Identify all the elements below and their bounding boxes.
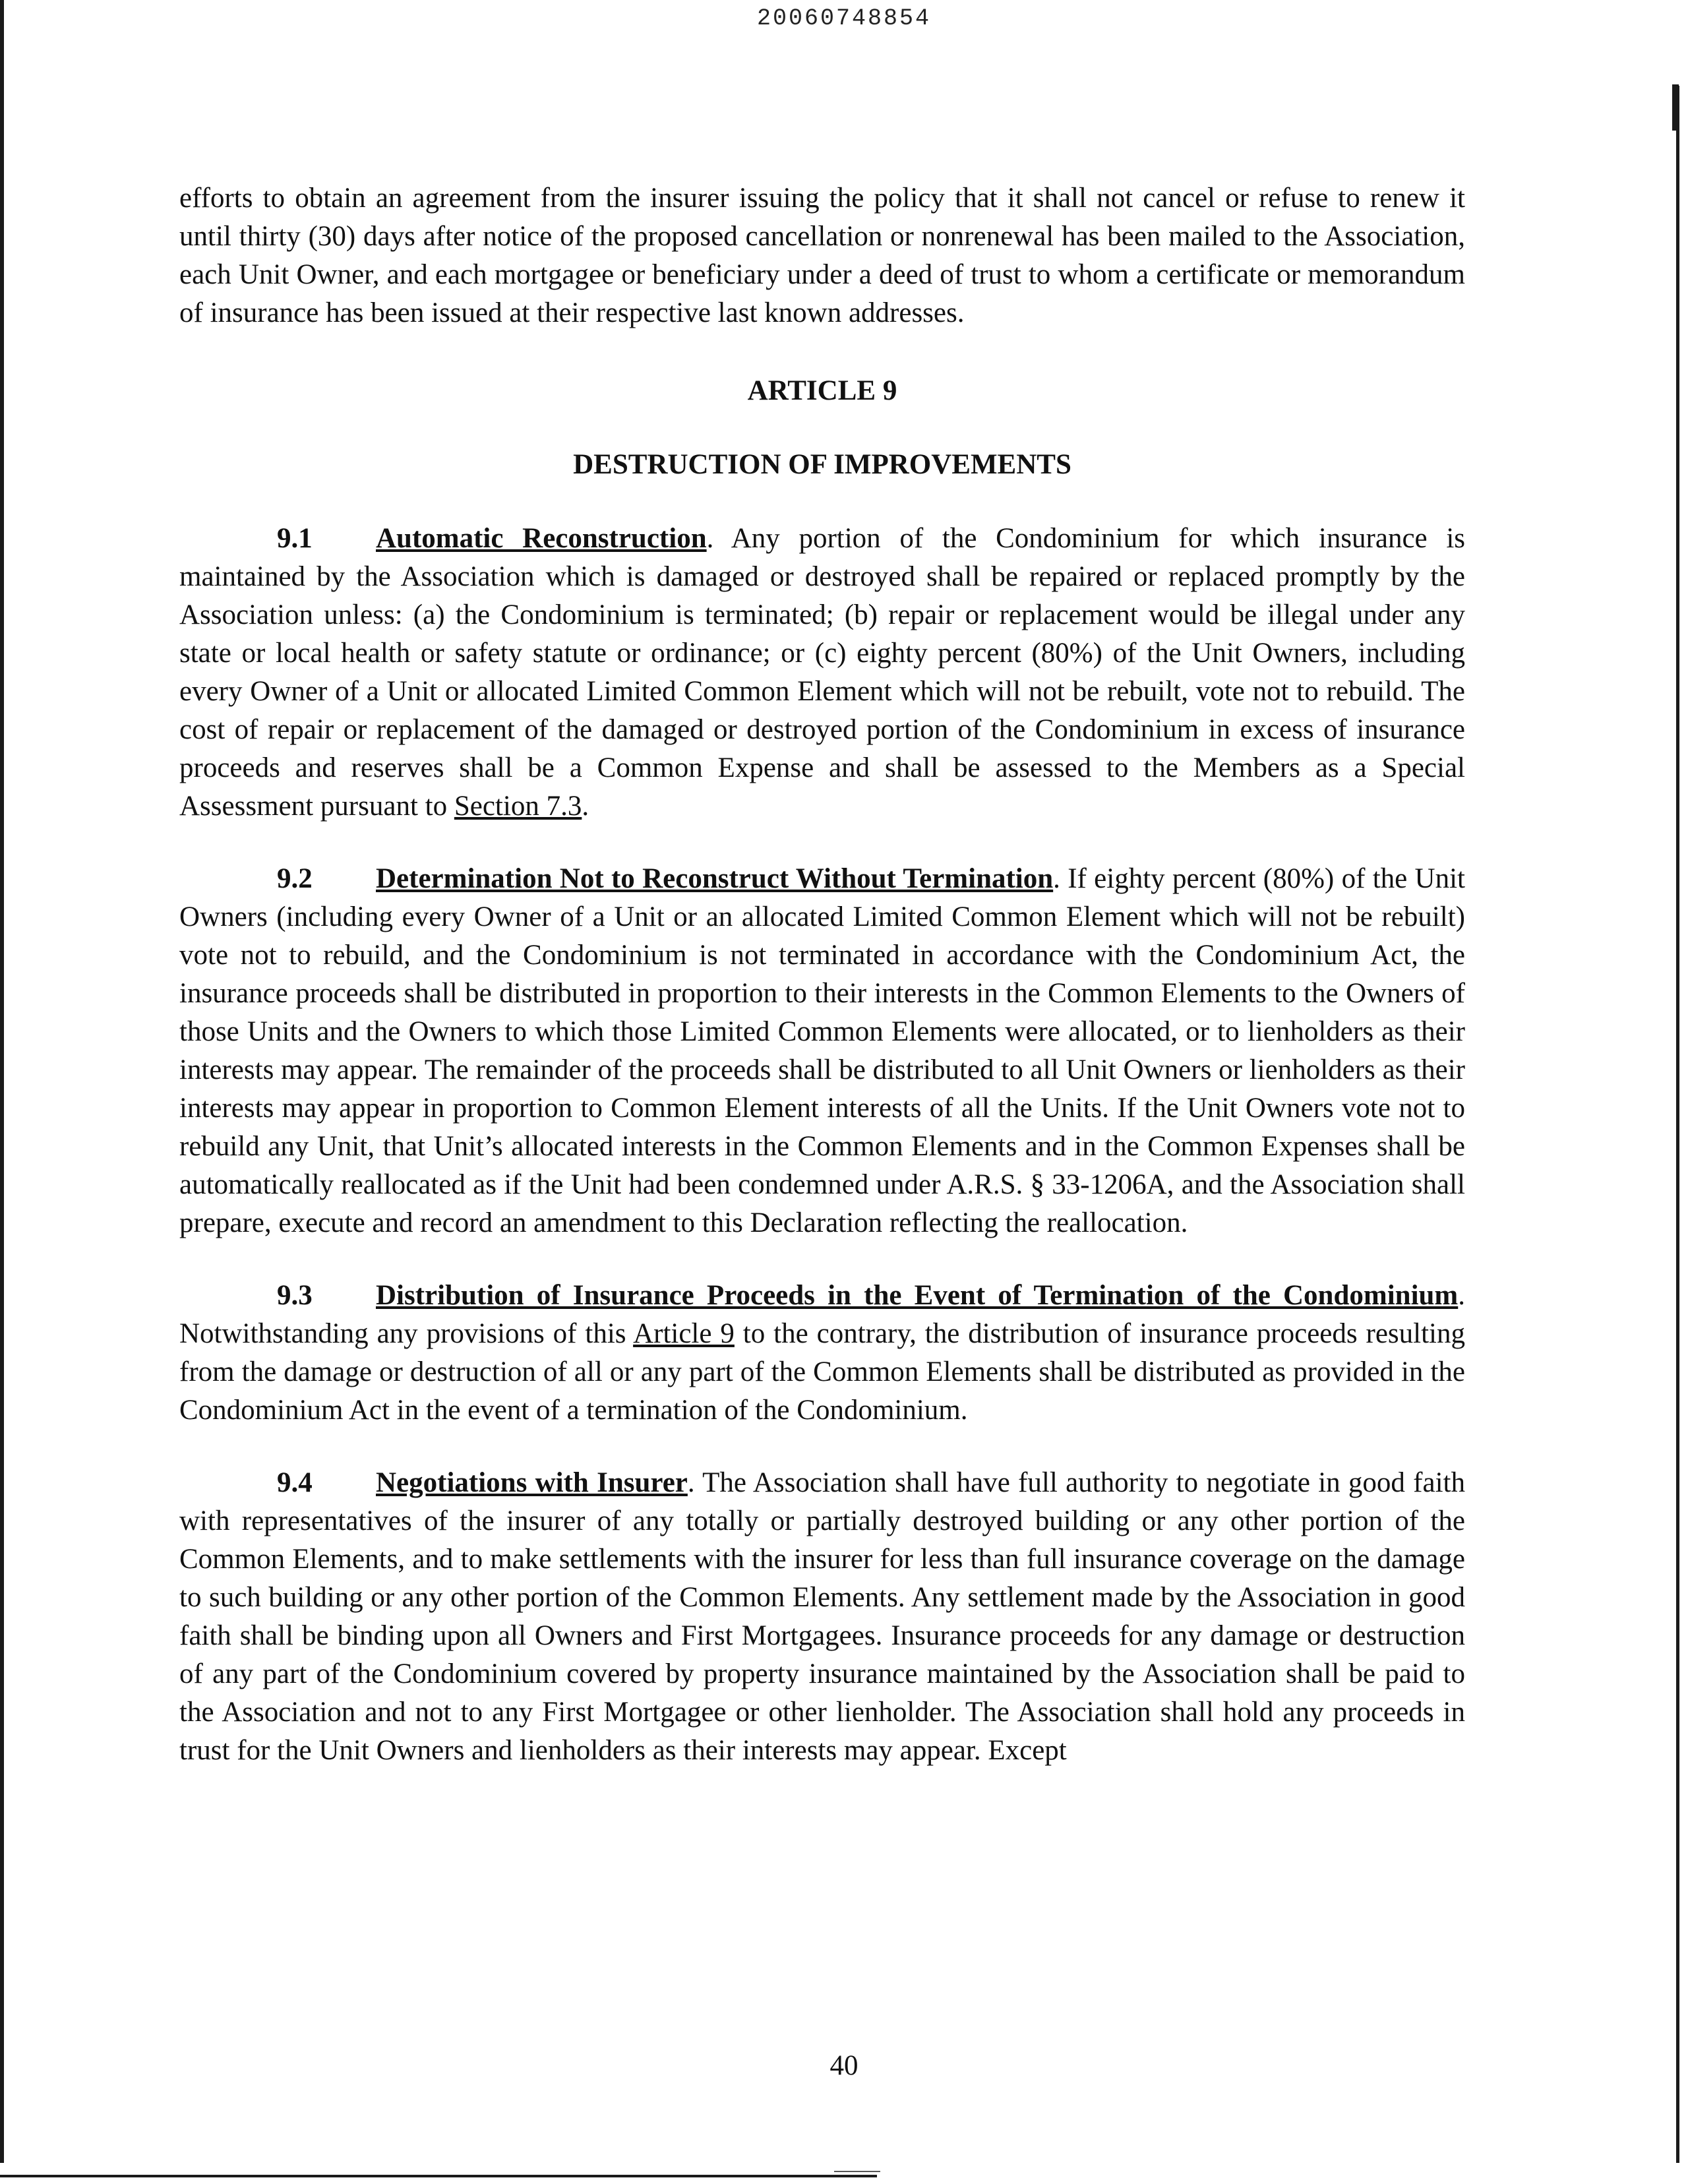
article-title: DESTRUCTION OF IMPROVEMENTS — [573, 449, 1071, 480]
section-text-end: to the contrary, the distribution of insurance proceeds resulting from the damage or destruction of all or any part of the Common Elements shall be distributed as provided in the Condominium Act in the event of a termination of the Condominium. — [179, 1318, 1465, 1426]
cross-reference-link[interactable]: Article 9 — [633, 1318, 735, 1349]
section-number: 9.4 — [277, 1467, 313, 1498]
section-9-2 — [179, 860, 1465, 1242]
bottom-scan-dash — [834, 2171, 880, 2172]
section-text: . Notwithstanding any provisions of this — [179, 1280, 1465, 1349]
section-text: . The Association shall have full authority to negotiate in good faith with representatives of the insurer of any totally or partially destroyed building or any other portion of the Common Elements, and to make settlements with the insurer for less than full insurance coverage on the damage to such building or any other portion of the Common Elements. Any settlement made by the Association in good faith shall be binding upon all Owners and First Mortgagees. Insurance proceeds for any damage or destruction of any part of the Condominium covered by property insurance maintained by the Association shall be paid to the Association and not to any First Mortgagee or other lienholder. The Association shall hold any proceeds in trust for the Unit Owners and lienholders as their interests may appear. Except — [179, 1467, 1465, 1766]
section-text-end: . — [582, 791, 589, 822]
carryover-paragraph: efforts to obtain an agreement from the insurer issuing the policy that it shall not cancel or refuse to renew it until thirty (30) days after notice of the proposed cancellation or nonrenewal has been mailed to the Association, each Unit Owner, and each mortgagee or beneficiary under a deed of trust to whom a certificate or memorandum of insurance has been issued at their respective last known addresses. — [179, 183, 1465, 328]
section-title: Automatic Reconstruction — [376, 523, 707, 554]
cross-reference-link[interactable]: Section 7.3 — [454, 791, 582, 822]
section-number: 9.2 — [277, 863, 313, 894]
section-9-3 — [179, 1277, 1465, 1430]
section-title: Negotiations with Insurer — [376, 1467, 688, 1498]
page-number: 40 — [829, 2050, 859, 2081]
section-9-1 — [179, 520, 1465, 826]
left-scan-border — [0, 0, 4, 2163]
page-body — [179, 179, 1465, 1770]
document-number: 20060748854 — [756, 5, 932, 32]
article-heading: ARTICLE 9 — [747, 375, 897, 406]
bottom-scan-border — [0, 2175, 877, 2177]
right-scan-border — [1676, 86, 1679, 2163]
section-text: . Any portion of the Condominium for which insurance is maintained by the Association which is damaged or destroyed shall be repaired or replaced promptly by the Association unless: (a) the Condominium is terminated; (b) repair or replacement would be illegal under any state or local health or safety statute or ordinance; or (c) eighty percent (80%) of the Unit Owners, including every Owner of a Unit or allocated Limited Common Element which will not be rebuilt, vote not to rebuild. The cost of repair or replacement of the damaged or destroyed portion of the Condominium in excess of insurance proceeds and reserves shall be a Common Expense and shall be assessed to the Members as a Special Assessment pursuant to — [179, 523, 1466, 822]
section-number: 9.3 — [277, 1280, 313, 1311]
section-title: Distribution of Insurance Proceeds in the Event of Termination of the Condominium — [376, 1280, 1459, 1311]
section-number: 9.1 — [277, 523, 313, 554]
section-title: Determination Not to Reconstruct Without Termination — [376, 863, 1054, 894]
section-text: . If eighty percent (80%) of the Unit Owners (including every Owner of a Unit or an allocated Limited Common Element which will not be rebuilt) vote not to rebuild, and the Condominium is not terminated in accordance with the Condominium Act, the insurance proceeds shall be distributed in proportion to their interests in the Common Elements to the Owners of those Units and the Owners to which those Limited Common Elements were allocated, or to lienholders as their interests may appear. The remainder of the proceeds shall be distributed to all Unit Owners or lienholders as their interests may appear in proportion to Common Element interests of all the Units. If the Unit Owners vote not to rebuild any Unit, that Unit’s allocated interests in the Common Elements and in the Common Expenses shall be automatically reallocated as if the Unit had been condemned under A.R.S. § 33-1206A, and the Association shall prepare, execute and record an amendment to this Declaration reflecting the reallocation. — [179, 863, 1465, 1238]
section-9-4 — [179, 1464, 1465, 1770]
